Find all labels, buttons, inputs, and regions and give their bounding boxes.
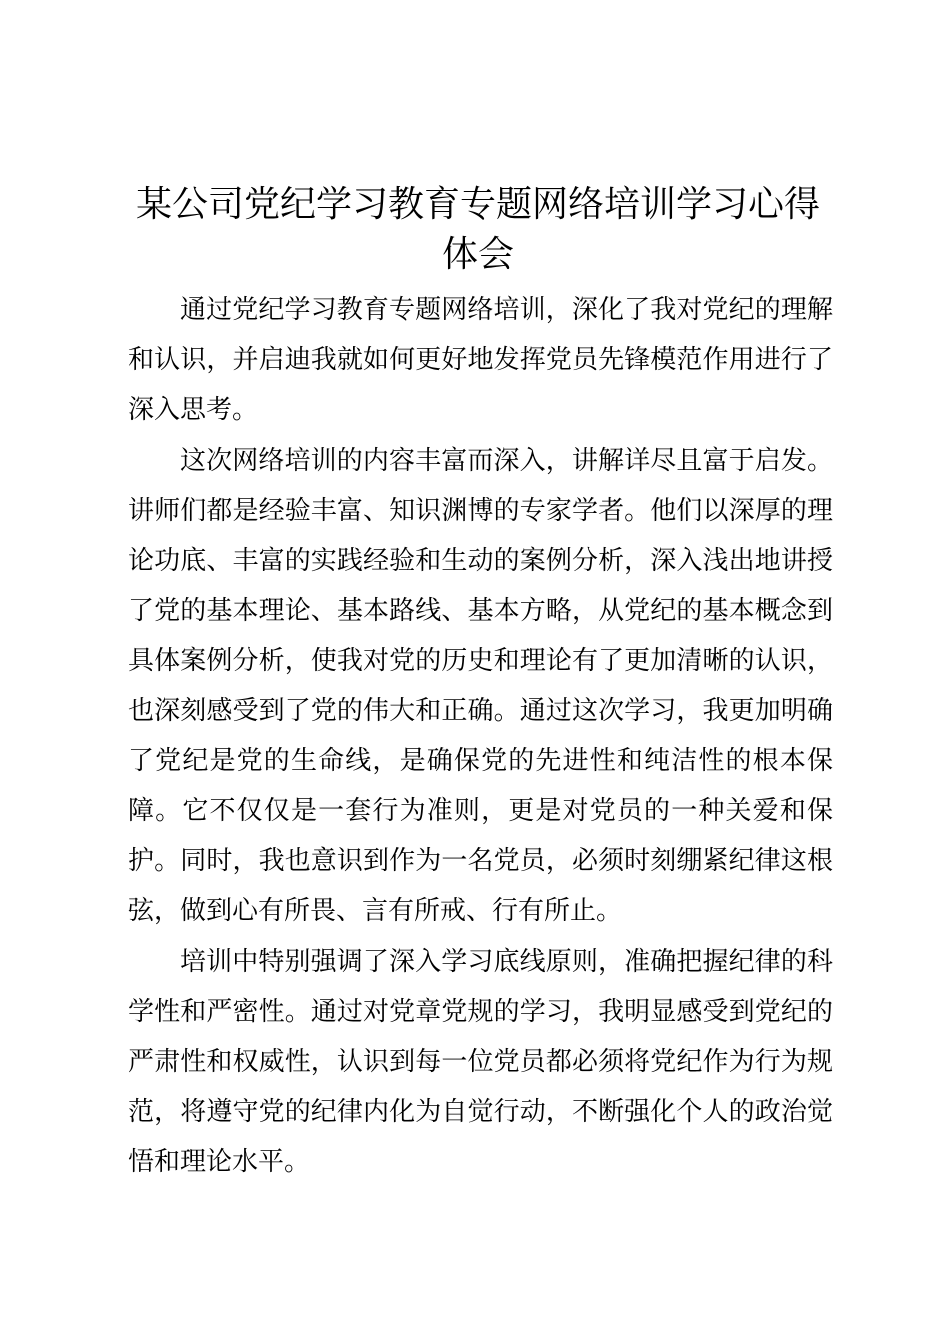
paragraph-2: 这次网络培训的内容丰富而深入，讲解详尽且富于启发。讲师们都是经验丰富、知识渊博的专家学者。他们以深厚的理论功底、丰富的实践经验和生动的案例分析，深入浅出地讲授了党的基本理论、基本路线、基本方略，从党纪的基本概念到具体案例分析，使我对党的历史和理论有了更加清晰的认识，也深刻感受到了党的伟大和正确。通过这次学习，我更加明确了党纪是党的生命线，是确保党的先进性和纯洁性的根本保障。它不仅仅是一套行为准则，更是对党员的一种关爱和保护。同时，我也意识到作为一名党员，必须时刻绷紧纪律这根弦，做到心有所畏、言有所戒、行有所止。: [128, 446, 833, 926]
paragraph-1: 通过党纪学习教育专题网络培训，深化了我对党纪的理解和认识，并启迪我就如何更好地发挥党员先锋模范作用进行了深入思考。: [128, 295, 833, 425]
paragraph-3: 培训中特别强调了深入学习底线原则，准确把握纪律的科学性和严密性。通过对党章党规的学习，我明显感受到党纪的严肃性和权威性，认识到每一位党员都必须将党纪作为行为规范，将遵守党的纪律内化为自觉行动，不断强化个人的政治觉悟和理论水平。: [128, 947, 833, 1177]
document-title: 某公司党纪学习教育专题网络培训学习心得体会: [135, 184, 820, 275]
document-body: [128, 285, 833, 1188]
